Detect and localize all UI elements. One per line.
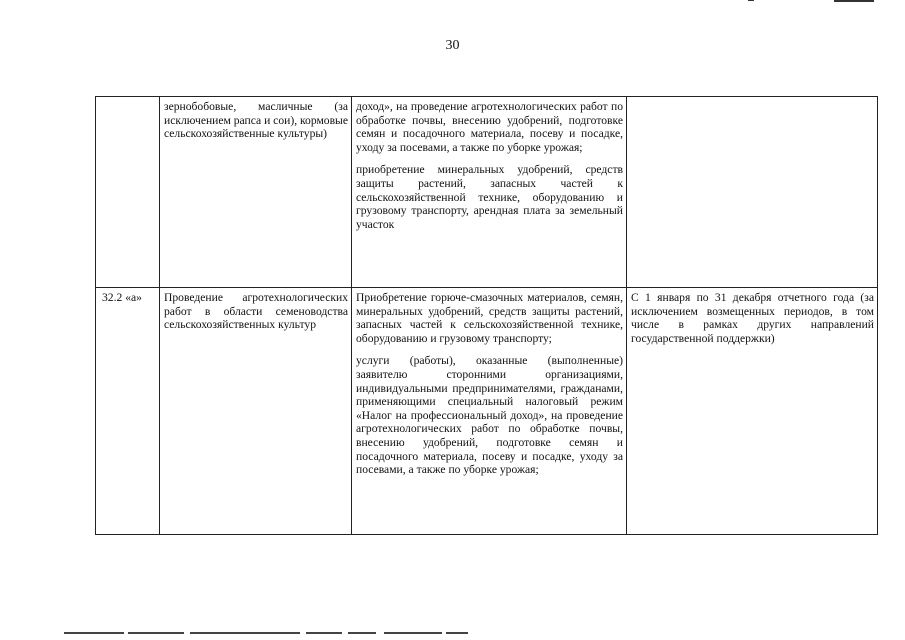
scan-artifact bbox=[306, 632, 342, 634]
direction-cell: зернобобовые, масличные (за исключением рапса и сои), кормовые сельскохозяйственные культуры) bbox=[160, 97, 352, 288]
row-number-cell: 32.2 «а» bbox=[96, 288, 160, 535]
scan-artifact bbox=[446, 632, 468, 634]
costs-paragraph: Приобретение горюче-смазочных материалов, семян, минеральных удобрений, средств защиты растений, запасных частей к сельскохозяйственной технике, оборудованию и грузовому транспорту; bbox=[356, 291, 623, 345]
scan-artifact bbox=[748, 0, 754, 1]
scan-artifact bbox=[834, 0, 874, 2]
costs-paragraph: услуги (работы), оказанные (выполненные) заявителю сторонними организациями, индивидуальными предпринимателями, гражданами, применяющими специальный налоговый режим «Налог на профессиональный доход», на проведение агротехнологических работ по обработке почвы, внесению удобрений, подготовке семян и посадочного материала, посеву и посадке, уходу за посевами, а также по уборке урожая; bbox=[356, 354, 623, 477]
scan-artifact bbox=[348, 632, 376, 634]
costs-paragraph: доход», на проведение агротехнологических работ по обработке почвы, внесению удобрений, подготовке семян и посадочного материала, посеву и посадке, уходу за посевами, а также по уборке урожая; bbox=[356, 100, 623, 154]
table-row bbox=[96, 97, 878, 288]
period-cell bbox=[627, 97, 878, 288]
costs-cell bbox=[352, 288, 627, 535]
costs-cell bbox=[352, 97, 627, 288]
costs-paragraph: приобретение минеральных удобрений, средств защиты растений, запасных частей к сельскохозяйственной технике, оборудованию и грузовому транспорту, арендная плата за земельный участок bbox=[356, 163, 623, 231]
direction-cell: Проведение агротехнологических работ в области семеноводства сельскохозяйственных культур bbox=[160, 288, 352, 535]
page-number: 30 bbox=[445, 38, 460, 53]
table-row bbox=[96, 288, 878, 535]
period-cell: С 1 января по 31 декабря отчетного года (за исключением возмещенных периодов, в том числе в рамках других направлений государственной поддержки) bbox=[627, 288, 878, 535]
regulation-table bbox=[95, 96, 878, 535]
scan-artifact bbox=[64, 632, 124, 634]
scan-artifact bbox=[190, 632, 300, 634]
row-number-cell bbox=[96, 97, 160, 288]
scan-artifact bbox=[384, 632, 442, 634]
scan-artifact bbox=[128, 632, 184, 634]
